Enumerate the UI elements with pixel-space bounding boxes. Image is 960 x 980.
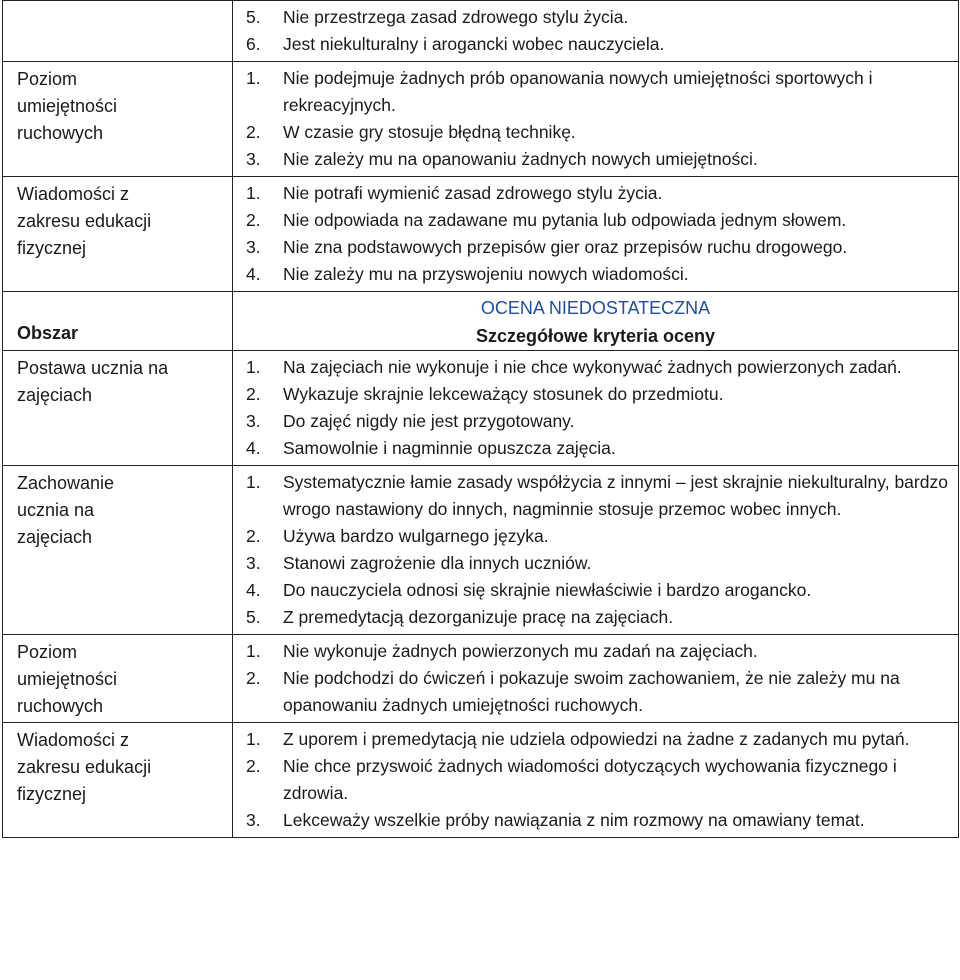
item-number: 1. [246, 729, 261, 749]
area-header-label: Obszar [17, 323, 79, 343]
item-number: 1. [246, 68, 261, 88]
item-text: Nie podchodzi do ćwiczeń i pokazuje swoim zachowaniem, że nie zależy mu na opanowaniu żadnych umiejętności ruchowych. [283, 668, 900, 715]
item-number: 5. [246, 607, 261, 627]
area-label-line: zajęciach [17, 385, 93, 405]
area-label-line: umiejętności [17, 669, 118, 689]
list-item [233, 31, 952, 58]
item-text: Stanowi zagrożenie dla innych uczniów. [283, 553, 592, 573]
area-label [3, 466, 232, 551]
list-item [233, 4, 952, 31]
table-row [3, 177, 959, 292]
list-item [233, 180, 952, 207]
area-label-line: Wiadomości z [17, 184, 130, 204]
area-label [3, 635, 232, 720]
item-text: Nie zna podstawowych przepisów gier oraz przepisów ruchu drogowego. [283, 237, 848, 257]
item-number: 3. [246, 237, 261, 257]
header-row [3, 292, 959, 351]
list-item [233, 726, 952, 753]
list-item [233, 65, 952, 119]
criteria-header-label: Szczegółowe kryteria oceny [475, 326, 716, 346]
item-text: Nie podejmuje żadnych prób opanowania nowych umiejętności sportowych i rekreacyjnych. [283, 68, 873, 115]
area-label [3, 62, 232, 147]
list-item [233, 381, 952, 408]
area-cell [3, 1, 233, 62]
list-item [233, 665, 952, 719]
area-label [3, 1, 232, 5]
table-row [3, 351, 959, 466]
criteria-cell [233, 635, 959, 723]
list-item [233, 753, 952, 807]
item-text: Używa bardzo wulgarnego języka. [283, 526, 549, 546]
area-cell [3, 723, 233, 838]
criteria-list [233, 635, 958, 722]
list-item [233, 261, 952, 288]
criteria-table [2, 0, 959, 838]
item-number: 1. [246, 472, 261, 492]
item-number: 4. [246, 264, 261, 284]
item-text: Lekceważy wszelkie próby nawiązania z nim rozmowy na omawiany temat. [283, 810, 865, 830]
item-number: 5. [246, 7, 261, 27]
criteria-cell [233, 1, 959, 62]
item-text: Na zajęciach nie wykonuje i nie chce wykonywać żadnych powierzonych zadań. [283, 357, 902, 377]
list-item [233, 146, 952, 173]
table-row [3, 635, 959, 723]
area-label-line: fizycznej [17, 238, 87, 258]
criteria-cell [233, 466, 959, 635]
list-item [233, 408, 952, 435]
item-number: 6. [246, 34, 261, 54]
area-label-line: zakresu edukacji [17, 757, 152, 777]
header-area [3, 292, 232, 347]
list-item [233, 469, 952, 523]
grade-title: OCENA NIEDOSTATECZNA [480, 298, 711, 318]
item-number: 1. [246, 357, 261, 377]
criteria-table-body [3, 1, 959, 838]
list-item [233, 354, 952, 381]
item-text: Jest niekulturalny i arogancki wobec nauczyciela. [283, 34, 665, 54]
table-row [3, 723, 959, 838]
list-item [233, 604, 952, 631]
list-item [233, 234, 952, 261]
area-label-line: zajęciach [17, 527, 93, 547]
criteria-cell [233, 177, 959, 292]
criteria-list [233, 1, 958, 61]
list-item [233, 638, 952, 665]
criteria-list [233, 466, 958, 634]
area-label-line: Postawa ucznia na [17, 358, 169, 378]
item-text: Nie wykonuje żadnych powierzonych mu zadań na zajęciach. [283, 641, 758, 661]
item-text: Do zajęć nigdy nie jest przygotowany. [283, 411, 575, 431]
table-row [3, 62, 959, 177]
criteria-list [233, 62, 958, 176]
item-text: Nie przestrzega zasad zdrowego stylu życia. [283, 7, 629, 27]
criteria-cell [233, 723, 959, 838]
area-label [3, 351, 232, 409]
header-criteria-cell [233, 292, 959, 351]
item-text: Do nauczyciela odnosi się skrajnie niewłaściwie i bardzo arogancko. [283, 580, 812, 600]
item-number: 3. [246, 149, 261, 169]
item-number: 2. [246, 668, 261, 688]
header-block [233, 292, 958, 350]
criteria-list [233, 723, 958, 837]
item-text: Wykazuje skrajnie lekceważący stosunek do przedmiotu. [283, 384, 724, 404]
item-text: Nie odpowiada na zadawane mu pytania lub odpowiada jednym słowem. [283, 210, 847, 230]
area-label-line: zakresu edukacji [17, 211, 152, 231]
area-cell [3, 466, 233, 635]
item-number: 3. [246, 810, 261, 830]
area-label-line: Poziom [17, 642, 78, 662]
area-label-line: Zachowanie [17, 473, 115, 493]
item-text: Nie chce przyswoić żadnych wiadomości dotyczących wychowania fizycznego i zdrowia. [283, 756, 897, 803]
list-item [233, 577, 952, 604]
area-label-line: Wiadomości z [17, 730, 130, 750]
list-item [233, 523, 952, 550]
area-cell [3, 62, 233, 177]
area-label-line: fizycznej [17, 784, 87, 804]
item-text: Z uporem i premedytacją nie udziela odpowiedzi na żadne z zadanych mu pytań. [283, 729, 910, 749]
criteria-list [233, 177, 958, 291]
criteria-cell [233, 62, 959, 177]
criteria-list [233, 351, 958, 465]
item-number: 2. [246, 384, 261, 404]
item-text: Z premedytacją dezorganizuje pracę na zajęciach. [283, 607, 674, 627]
table-row [3, 1, 959, 62]
list-item [233, 119, 952, 146]
item-text: Nie zależy mu na opanowaniu żadnych nowych umiejętności. [283, 149, 758, 169]
item-text: Nie potrafi wymienić zasad zdrowego stylu życia. [283, 183, 663, 203]
area-label-line: umiejętności [17, 96, 118, 116]
item-number: 1. [246, 641, 261, 661]
item-number: 4. [246, 580, 261, 600]
table-row [3, 466, 959, 635]
item-number: 2. [246, 210, 261, 230]
item-number: 3. [246, 411, 261, 431]
item-text: Nie zależy mu na przyswojeniu nowych wiadomości. [283, 264, 689, 284]
area-label-line: ucznia na [17, 500, 95, 520]
area-cell [3, 635, 233, 723]
area-cell [3, 351, 233, 466]
item-number: 4. [246, 438, 261, 458]
header-area-cell [3, 292, 233, 351]
list-item [233, 207, 952, 234]
list-item [233, 435, 952, 462]
item-number: 2. [246, 122, 261, 142]
list-item [233, 550, 952, 577]
area-label-line: Poziom [17, 69, 78, 89]
item-text: Samowolnie i nagminnie opuszcza zajęcia. [283, 438, 616, 458]
area-label-line: ruchowych [17, 123, 104, 143]
area-cell [3, 177, 233, 292]
item-number: 1. [246, 183, 261, 203]
item-number: 2. [246, 526, 261, 546]
item-text: Systematycznie łamie zasady współżycia z innymi – jest skrajnie niekulturalny, bardzo wrogo nastawiony do innych, nagminnie stosuje przemoc wobec innych. [283, 472, 948, 519]
item-number: 2. [246, 756, 261, 776]
item-text: W czasie gry stosuje błędną technikę. [283, 122, 576, 142]
area-label [3, 723, 232, 808]
list-item [233, 807, 952, 834]
item-number: 3. [246, 553, 261, 573]
area-label [3, 177, 232, 262]
criteria-cell [233, 351, 959, 466]
area-label-line: ruchowych [17, 696, 104, 716]
